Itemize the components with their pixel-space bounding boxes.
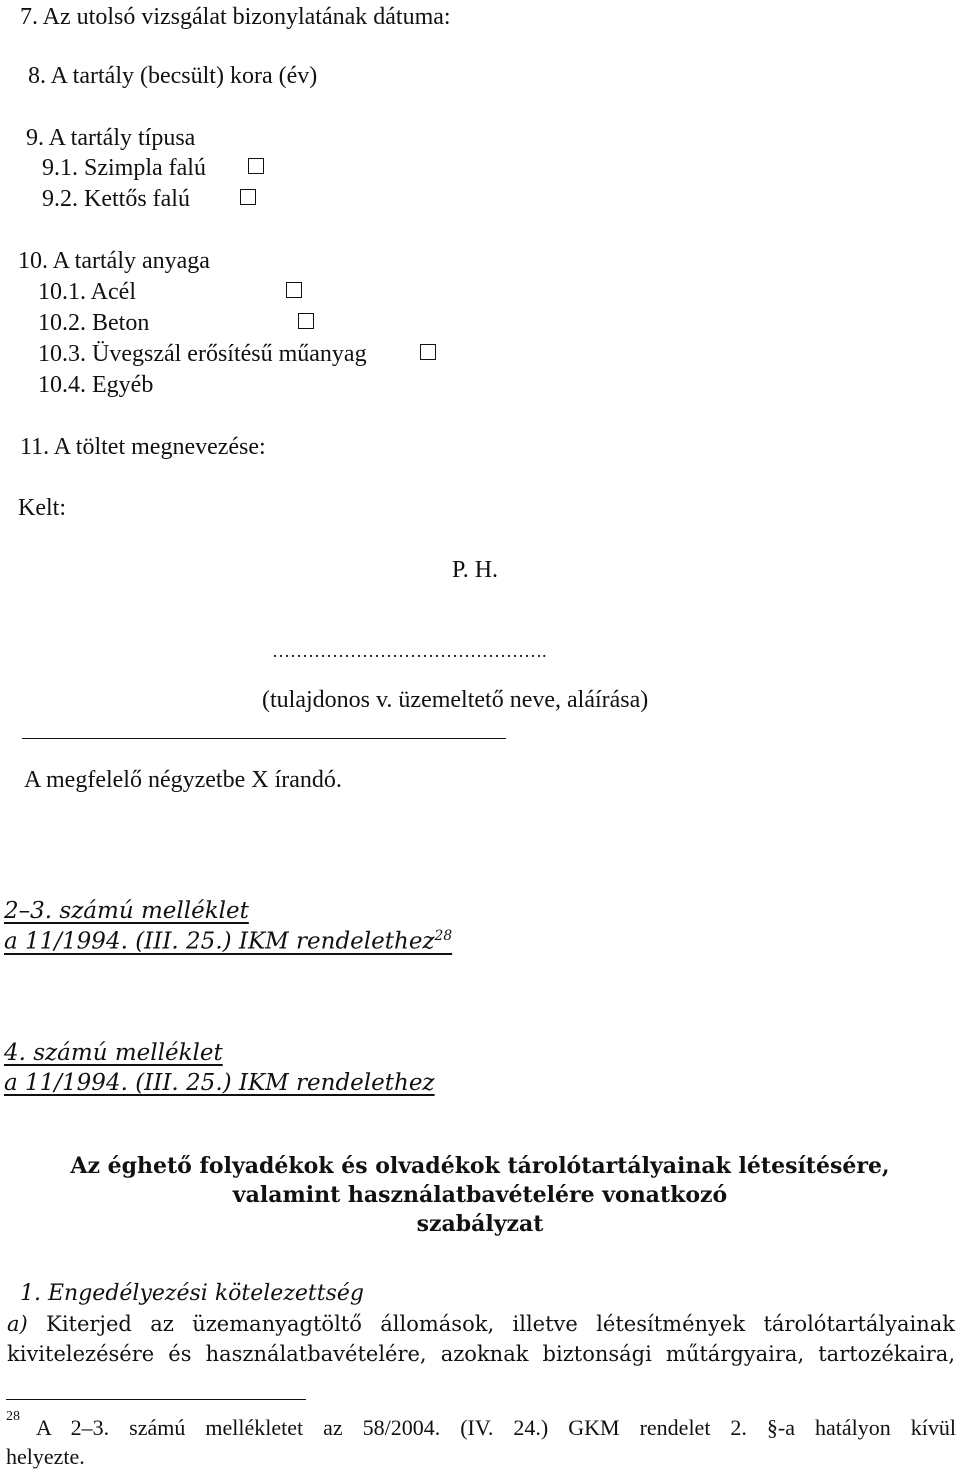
form-item-9: 9. A tartály típusa <box>26 125 196 151</box>
form-item-10: 10. A tartály anyaga <box>18 248 210 274</box>
section-1-heading: 1. Engedélyezési kötelezettség <box>20 1281 365 1306</box>
regulation-title-line-3: szabályzat <box>416 1211 544 1237</box>
footnote-ref-28[interactable]: 28 <box>434 928 453 944</box>
form-item-8: 8. A tartály (becsült) kora (év) <box>28 63 318 89</box>
form-item-10-3: 10.3. Üvegszál erősítésű műanyag <box>38 341 367 367</box>
checkbox-steel[interactable] <box>286 282 302 298</box>
form-item-10-1: 10.1. Acél <box>38 279 136 305</box>
form-item-9-2: 9.2. Kettős falú <box>42 186 190 212</box>
kelt-label: Kelt: <box>18 495 66 521</box>
footnote-text-line-1: A 2–3. számú mellékletet az 58/2004. (IV. 24.) GKM rendelet 2. §-a hatályon kívül <box>36 1415 956 1440</box>
paragraph-label: a) <box>7 1312 28 1336</box>
footnote-text-line-2: helyezte. <box>6 1444 85 1469</box>
separator-rule <box>22 738 506 739</box>
annex-2-3-subtitle: a 11/1994. (III. 25.) IKM rendelethez$^{28}$ <box>4 928 453 955</box>
form-item-10-2: 10.2. Beton <box>38 310 150 336</box>
footnote-separator <box>6 1399 306 1400</box>
form-item-7: 7. Az utolsó vizsgálat bizonylatának dátuma: <box>20 4 451 30</box>
checkbox-note: A megfelelő négyzetbe X írandó. <box>24 767 342 793</box>
checkbox-concrete[interactable] <box>298 313 314 329</box>
form-item-9-1: 9.1. Szimpla falú <box>42 155 206 181</box>
checkbox-fiberglass[interactable] <box>420 344 436 360</box>
signature-caption: (tulajdonos v. üzemeltető neve, aláírása) <box>262 687 649 713</box>
annex-2-3-title: 2–3. számú melléklet <box>4 898 249 924</box>
regulation-title-line-1: Az éghető folyadékok és olvadékok tárolótartályainak létesítésére, <box>70 1153 890 1179</box>
section-1-paragraph-line-2: kivitelezésére és használatbavételére, azoknak biztonsági műtárgyaira, tartozékaira, <box>7 1342 955 1366</box>
annex-4-subtitle: a 11/1994. (III. 25.) IKM rendelethez <box>4 1070 435 1096</box>
form-item-11: 11. A töltet megnevezése: <box>20 434 266 460</box>
checkbox-double-wall[interactable] <box>240 189 256 205</box>
paragraph-text-1: Kiterjed az üzemanyagtöltő állomások, illetve létesítmények tárolótartályainak <box>46 1312 955 1336</box>
signature-dots: ………………………………………. <box>272 641 547 661</box>
checkbox-single-wall[interactable] <box>248 158 264 174</box>
form-item-10-4: 10.4. Egyéb <box>38 372 154 398</box>
section-1-paragraph-line-1 <box>7 1314 955 1335</box>
stamp-placeholder: P. H. <box>452 557 499 583</box>
footnote-number: 28 <box>6 1409 20 1424</box>
regulation-title-line-2: valamint használatbavételére vonatkozó <box>232 1182 728 1208</box>
annex-4-title: 4. számú melléklet <box>4 1040 223 1066</box>
